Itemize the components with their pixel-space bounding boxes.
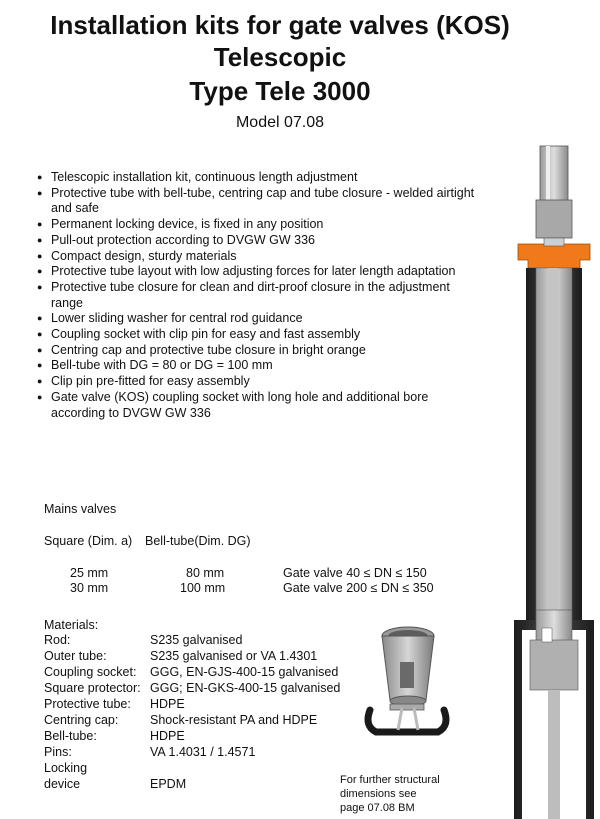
note-line: dimensions see [340,788,417,800]
feature-item: ● Gate valve (KOS) coupling socket with long hole and additional bore according to DVGW GW 336 [37,390,477,421]
material-value: EPDM [150,777,187,791]
feature-item: ● Pull-out protection according to DVGW GW 336 [37,233,477,249]
materials-heading: Materials: [44,618,99,632]
feature-item: ● Protective tube closure for clean and dirt-proof closure in the adjustment range [37,280,477,311]
note-line: For further structural [340,774,440,786]
material-label: Rod: [44,633,71,647]
material-value: S235 galvanised or VA 1.4301 [150,649,318,663]
feature-item: ● Permanent locking device, is fixed in any position [37,217,477,233]
material-label: Coupling socket: [44,665,137,679]
material-value: VA 1.4031 / 1.4571 [150,745,256,759]
material-value: GGG, EN-GJS-400-15 galvanised [150,665,339,679]
material-label: Bell-tube: [44,729,97,743]
feature-item: ● Bell-tube with DG = 80 or DG = 100 mm [37,358,477,374]
material-label: Outer tube: [44,649,107,663]
feature-item: ● Lower sliding washer for central rod guidance [37,311,477,327]
feature-item: ● Clip pin pre-fitted for easy assembly [37,374,477,390]
square-value: 30 mm [70,581,109,595]
bell-value: 80 mm [186,566,225,580]
feature-item: ● Centring cap and protective tube closure in bright orange [37,343,477,359]
material-label: Pins: [44,745,72,759]
feature-list [37,170,477,421]
title-line-2: Telescopic [213,42,347,72]
material-value: HDPE [150,697,185,711]
title-line-3: Type Tele 3000 [189,76,371,106]
material-value: S235 galvanised [150,633,243,647]
material-label: Centring cap: [44,713,119,727]
structural-note [340,773,440,815]
telescopic-pipe-illustration [500,140,600,819]
material-label: Protective tube: [44,697,131,711]
material-value: HDPE [150,729,185,743]
feature-item: ● Compact design, sturdy materials [37,249,477,265]
material-label: Square protector: [44,681,141,695]
feature-item: ● Protective tube layout with low adjusting forces for later length adaptation [37,264,477,280]
material-value: Shock-resistant PA and HDPE [150,713,318,727]
mains-heading: Mains valves [44,502,117,516]
model-number: Model 07.08 [235,114,325,131]
feature-item: ● Coupling socket with clip pin for easy and fast assembly [37,327,477,343]
bell-value: 100 mm [180,581,226,595]
material-label: Locking [44,761,88,775]
feature-item: ● Protective tube with bell-tube, centring cap and tube closure - welded airtight and safe [37,186,477,217]
material-value: GGG; EN-GKS-400-15 galvanised [150,681,341,695]
feature-item: ● Telescopic installation kit, continuous length adjustment [37,170,477,186]
title-line-1: Installation kits for gate valves (KOS) [50,10,510,40]
square-value: 25 mm [70,566,109,580]
col-bell-header: Bell-tube(Dim. DG) [145,534,251,548]
material-label: device [44,777,81,791]
coupling-socket-illustration [362,622,452,742]
col-square-header: Square (Dim. a) [44,534,133,548]
gate-range: Gate valve 40 ≤ DN ≤ 150 [283,566,427,580]
gate-range: Gate valve 200 ≤ DN ≤ 350 [283,581,434,595]
note-line: page 07.08 BM [340,802,415,814]
